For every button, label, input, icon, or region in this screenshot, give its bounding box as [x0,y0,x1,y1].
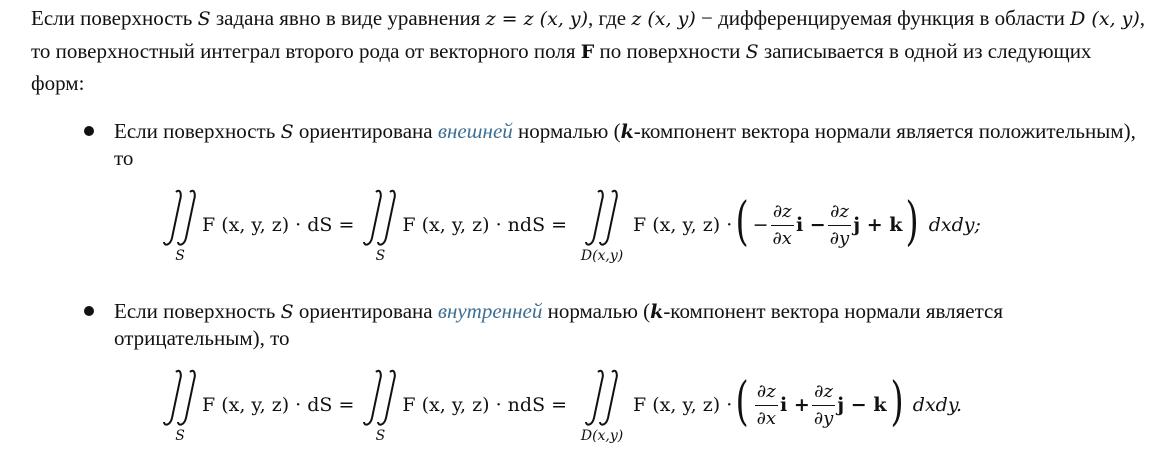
surface-symbol: S [745,40,759,63]
domain-symbol: D (x, y) [1070,8,1140,30]
intro-text: задана явно в виде уравнения [215,6,481,30]
item-text: -компонент вектора нормали является положительным), то [114,119,1136,170]
fraction-denominator: ∂x [772,227,792,249]
double-integral [160,188,200,262]
k-symbol: k [620,121,634,143]
formula-term: j − k [837,394,887,416]
bullet-marker [84,306,94,316]
formula-term: F (x, y, z) · [633,214,733,236]
intro-text: записывается в одной из следующих форм: [31,38,1092,95]
surface-symbol: S [280,121,294,143]
item-text: нормалью ( [547,299,651,323]
item-text: Если поверхность [114,299,276,323]
formula-term: dxdy. [912,394,963,416]
right-paren: ) [890,372,904,432]
formula-term: j + k [853,214,903,236]
item-text: Если поверхность [114,119,276,143]
fraction-numerator: ∂z [771,202,794,226]
fraction-numerator: ∂z [812,382,835,406]
integral-subscript: D(x,y) [580,248,624,264]
integral-subscript: S [375,248,386,264]
formula-term: i − [795,214,826,236]
partial-fraction [812,382,835,429]
double-integral [160,368,200,442]
item-text: ориентирована [298,119,433,143]
double-integral [360,188,400,262]
intro-text: − дифференцируемая функция в области [701,6,1065,30]
item-text: ориентирована [298,299,433,323]
surface-equation: z = z (x, y) [485,8,589,30]
left-paren: ( [735,372,750,432]
fraction-denominator: ∂y [829,227,850,249]
function-symbol: z (x, y) [631,8,696,30]
right-paren: ) [905,192,920,252]
list-item-outer-normal [114,118,1150,171]
formula-term: F (x, y, z) · dS = [202,394,355,416]
fraction-numerator: ∂z [828,202,851,226]
highlight-term: внутренней [437,299,543,323]
intro-paragraph [31,3,1150,100]
bullet-marker [84,126,94,136]
formula-outer [160,180,981,270]
intro-text: , то поверхностный интеграл второго рода от векторного поля [31,6,1146,63]
formula-term: − [752,214,769,236]
double-integral [573,188,631,262]
left-paren: ( [735,192,750,252]
fraction-numerator: ∂z [755,382,778,406]
integral-subscript: S [175,428,185,444]
integral-subscript: S [375,428,386,444]
formula-term: F (x, y, z) · ndS = [402,394,568,416]
highlight-term: внешней [437,119,513,143]
integral-subscript: S [175,248,185,264]
double-integral [360,368,400,442]
partial-fraction [755,382,778,429]
intro-text: по поверхности [599,38,741,63]
integral-subscript: D(x,y) [580,428,624,444]
surface-symbol: S [197,8,211,30]
k-symbol: k [650,301,664,323]
partial-fraction [771,202,794,249]
partial-fraction [828,202,851,249]
surface-symbol: S [280,301,294,323]
formula-term: F (x, y, z) · ndS = [402,214,568,236]
item-text: -компонент вектора нормали является отрицательным), то [114,299,1004,350]
item-text: нормалью ( [518,119,621,143]
fraction-denominator: ∂x [756,407,777,429]
formula-term: F (x, y, z) · [633,394,733,416]
double-integral [573,368,631,442]
field-symbol: F [580,40,595,63]
formula-inner [160,360,962,450]
intro-text: Если поверхность [31,6,193,30]
formula-term: dxdy; [928,214,981,236]
intro-text: , где [588,6,627,30]
fraction-denominator: ∂y [813,407,834,429]
formula-term: F (x, y, z) · dS = [202,214,355,236]
formula-term: i + [780,394,810,416]
list-item-inner-normal [114,298,1150,351]
